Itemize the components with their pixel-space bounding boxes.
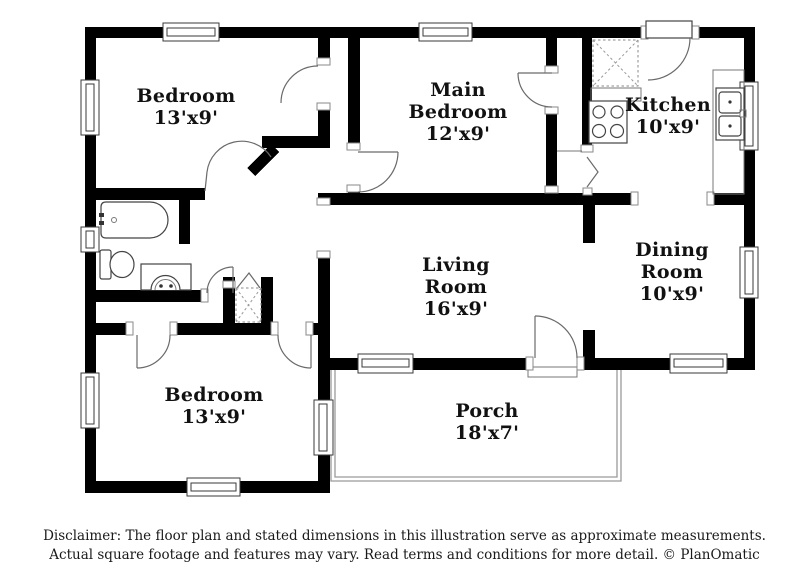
kitchen-back-door [641, 21, 699, 80]
window [81, 80, 99, 135]
room-dims: 10'x9' [639, 283, 705, 305]
room-name-2: Room [424, 276, 488, 298]
window [314, 400, 333, 455]
room-name-2: Room [640, 261, 704, 283]
window [81, 227, 99, 252]
bathtub-icon [99, 202, 168, 238]
room-label-living-room [422, 254, 490, 320]
stove-icon [589, 101, 627, 143]
dining-opening [631, 192, 714, 205]
utility-closet-door [237, 273, 260, 288]
room-label-kitchen [625, 94, 711, 138]
refrigerator-icon [593, 40, 638, 86]
disclaimer-line-2: Actual square footage and features may vary. Read terms and conditions for more detail. © PlanOmatic [49, 546, 760, 563]
room-name: Bedroom [164, 384, 264, 406]
room-dims: 13'x9' [153, 107, 219, 129]
room-name: Porch [455, 400, 519, 422]
window [81, 373, 99, 428]
window [740, 247, 758, 298]
vanity-sink-icon [141, 264, 191, 290]
disclaimer [0, 527, 809, 564]
disclaimer-line-1: Disclaimer: The floor plan and stated dimensions in this illustration serve as approximate measurements. [43, 528, 766, 544]
front-door [526, 316, 584, 370]
room-name-2: Bedroom [408, 101, 508, 123]
room-dims: 13'x9' [181, 406, 247, 428]
window [419, 23, 472, 41]
pantry-bifold-door [583, 157, 598, 195]
window [187, 478, 240, 496]
room-label-bedroom-2 [165, 384, 264, 428]
main-bedroom-door [347, 143, 398, 192]
toilet-icon [100, 250, 134, 279]
bedroom2-living-door [271, 322, 313, 368]
room-dims: 16'x9' [423, 298, 489, 320]
room-name: Living [422, 254, 490, 276]
window [163, 23, 219, 41]
room-label-porch [455, 400, 519, 444]
bedroom2-hall-door [126, 322, 177, 368]
room-name: Dining [635, 239, 709, 261]
kitchen-sink-icon [713, 70, 746, 194]
room-label-main-bedroom [409, 79, 508, 145]
bedroom1-door [281, 58, 330, 110]
front-door-stoop [528, 367, 577, 377]
window [670, 354, 727, 373]
room-dims: 18'x7' [454, 422, 520, 444]
room-name: Kitchen [625, 94, 711, 116]
room-label-bedroom-1 [137, 85, 236, 129]
room-dims: 10'x9' [635, 116, 701, 138]
utility-closet-icon [236, 288, 261, 322]
hall-opening [317, 198, 330, 258]
room-name: Bedroom [136, 85, 236, 107]
window [358, 354, 413, 373]
room-name: Main [430, 79, 486, 101]
room-dims: 12'x9' [425, 123, 491, 145]
room-label-dining-room [635, 239, 709, 305]
